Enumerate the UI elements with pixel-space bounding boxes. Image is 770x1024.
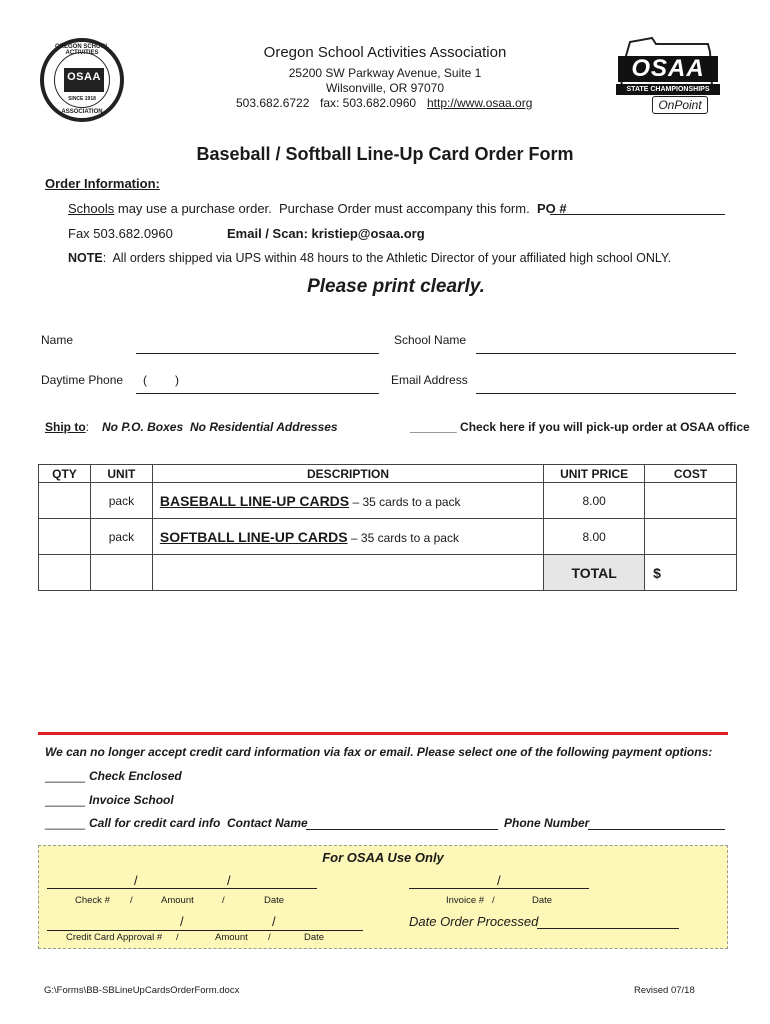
slash-separator: / [497, 873, 501, 888]
ship-to-label [45, 420, 89, 434]
check-number-label: Check # [75, 895, 110, 906]
amount-label: Amount [215, 932, 248, 943]
ship-to-colon: : [85, 420, 90, 434]
total-row [39, 555, 737, 591]
seal-osaa-text: OSAA [67, 71, 101, 83]
ship-to-word: Ship to [45, 420, 86, 434]
office-use-box [38, 845, 728, 949]
logo-banner-text: STATE CHAMPIONSHIPS [616, 84, 720, 95]
email-scan-contact: Email / Scan: kristiep@osaa.org [227, 226, 425, 241]
item-name: SOFTBALL LINE-UP CARDS [159, 528, 348, 545]
empty-cell [90, 555, 152, 591]
date-order-processed-label: Date Order Processed [409, 914, 539, 929]
note-label: NOTE [68, 251, 103, 265]
pickup-checkbox-line[interactable] [410, 420, 750, 434]
unit-cell: pack [90, 519, 152, 555]
check-enclosed-blank[interactable]: ______ [45, 769, 86, 783]
slash-separator: / [130, 895, 133, 906]
area-code-open-paren: ( [143, 373, 147, 387]
shipping-note [68, 251, 671, 265]
no-po-boxes-note: No P.O. Boxes [102, 420, 184, 434]
unit-price-cell: 8.00 [544, 483, 645, 519]
seal-text-top: OREGON SCHOOL ACTIVITIES [54, 44, 109, 56]
total-label: TOTAL [544, 555, 645, 591]
email-address-label: Email Address [391, 373, 468, 387]
area-code-close-paren: ) [175, 373, 179, 387]
slash-separator: / [134, 873, 138, 888]
org-address-line2: Wilsonville, OR 97070 [325, 81, 445, 95]
header-unit: UNIT [90, 465, 152, 483]
file-path-footer: G:\Forms\BB-SBLineUpCardsOrderForm.docx [44, 985, 240, 996]
slash-separator: / [268, 932, 271, 943]
qty-cell-baseball[interactable] [39, 483, 91, 519]
cost-cell-baseball[interactable] [645, 483, 737, 519]
header-description: DESCRIPTION [152, 465, 543, 483]
invoice-school-blank[interactable]: ______ [45, 793, 86, 807]
phone-number-label: Phone Number [504, 816, 590, 830]
school-name-label: School Name [394, 333, 467, 347]
date-order-processed-field[interactable] [537, 928, 679, 929]
description-cell [152, 483, 543, 519]
amount-label: Amount [161, 895, 194, 906]
date-label: Date [304, 932, 325, 943]
phone-number-field[interactable] [588, 829, 725, 830]
date-label: Date [264, 895, 285, 906]
call-credit-blank[interactable]: ______ [45, 816, 86, 830]
item-detail: – 35 cards to a pack [349, 494, 461, 509]
slash-separator: / [272, 914, 276, 929]
name-label: Name [41, 333, 74, 347]
org-fax: fax: 503.682.0960 [320, 96, 417, 110]
unit-cell: pack [90, 483, 152, 519]
credit-card-approval-field[interactable] [47, 930, 363, 931]
table-row [39, 519, 737, 555]
slash-separator: / [222, 895, 225, 906]
print-clearly-heading: Please print clearly. [307, 276, 485, 297]
logo-osaa-text: OSAA [618, 56, 718, 82]
revised-date-footer: Revised 07/18 [634, 985, 695, 996]
office-use-title: For OSAA Use Only [322, 850, 444, 865]
po-number-field[interactable] [550, 214, 725, 215]
schools-word: Schools [68, 201, 115, 216]
pickup-blank[interactable]: _______ [410, 420, 457, 434]
empty-cell [39, 555, 91, 591]
slash-separator: / [492, 895, 495, 906]
school-name-field[interactable] [476, 353, 736, 354]
slash-separator: / [180, 914, 184, 929]
invoice-number-label: Invoice # [446, 895, 485, 906]
invoice-school-label: Invoice School [89, 793, 174, 807]
fax-number: Fax 503.682.0960 [68, 226, 173, 241]
note-text: : All orders shipped via UPS within 48 hours to the Athletic Director of your affiliated high school ONLY. [102, 251, 672, 265]
credit-card-approval-label: Credit Card Approval # [66, 932, 163, 943]
seal-since-text: SINCE 1918 [68, 96, 96, 102]
header-cost: COST [645, 465, 737, 483]
table-header-row [39, 465, 737, 483]
empty-cell [152, 555, 543, 591]
org-address-line1: 25200 SW Parkway Avenue, Suite 1 [288, 66, 482, 80]
order-table [38, 464, 737, 591]
header-qty: QTY [39, 465, 91, 483]
po-instruction [68, 201, 567, 216]
osaa-seal-logo [40, 38, 124, 122]
qty-cell-softball[interactable] [39, 519, 91, 555]
no-residential-note: No Residential Addresses [190, 420, 338, 434]
payment-notice: We can no longer accept credit card information via fax or email. Please select one of the following payment options: [45, 745, 713, 759]
check-enclosed-label: Check Enclosed [89, 769, 182, 783]
po-label: PO # [536, 201, 567, 216]
logo-onpoint-text: OnPoint [652, 96, 708, 114]
order-info-heading: Order Information: [45, 176, 160, 191]
org-phone: 503.682.6722 [236, 96, 310, 110]
header-unit-price: UNIT PRICE [544, 465, 645, 483]
check-amount-date-field[interactable] [47, 888, 317, 889]
form-title: Baseball / Softball Line-Up Card Order Form [196, 144, 574, 164]
daytime-phone-field[interactable] [136, 393, 379, 394]
section-divider [38, 732, 728, 735]
total-amount-field[interactable]: $ [645, 555, 737, 591]
org-name: Oregon School Activities Association [263, 44, 507, 61]
slash-separator: / [176, 932, 179, 943]
email-address-field[interactable] [476, 393, 736, 394]
unit-price-cell: 8.00 [544, 519, 645, 555]
daytime-phone-label: Daytime Phone [41, 373, 124, 387]
org-website-link[interactable]: http://www.osaa.org [427, 96, 533, 110]
po-text: may use a purchase order. Purchase Order must accompany this form. [114, 201, 537, 216]
call-credit-label: Call for credit card info [89, 816, 221, 830]
item-detail: – 35 cards to a pack [347, 530, 459, 545]
slash-separator: / [227, 873, 231, 888]
invoice-date-field[interactable] [409, 888, 589, 889]
name-field[interactable] [136, 353, 379, 354]
pickup-text: Check here if you will pick-up order at OSAA office [456, 420, 750, 434]
table-row [39, 483, 737, 519]
contact-name-field[interactable] [306, 829, 498, 830]
item-name: BASEBALL LINE-UP CARDS [159, 492, 350, 509]
date-label: Date [532, 895, 553, 906]
seal-text-bottom: ASSOCIATION [61, 109, 103, 115]
description-cell [152, 519, 543, 555]
osaa-state-championships-logo [612, 34, 724, 116]
cost-cell-softball[interactable] [645, 519, 737, 555]
contact-name-label: Contact Name [227, 816, 308, 830]
